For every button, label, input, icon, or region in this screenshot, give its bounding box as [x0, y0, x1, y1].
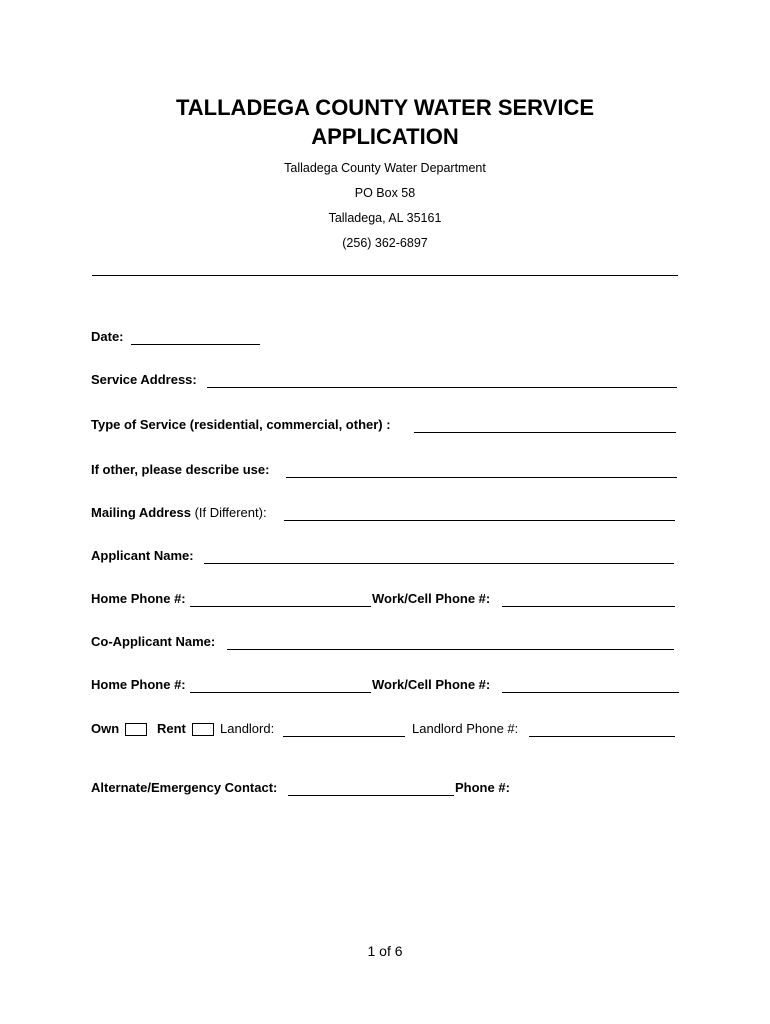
other-describe-label: If other, please describe use: [91, 462, 270, 477]
landlord-phone-field[interactable] [529, 736, 675, 737]
applicant-home-phone-label: Home Phone #: [91, 591, 186, 606]
page-number: 1 of 6 [367, 943, 403, 959]
applicant-work-phone-label: Work/Cell Phone #: [372, 591, 491, 606]
type-of-service-label: Type of Service (residential, commercial, other) : [91, 417, 391, 432]
landlord-phone-label: Landlord Phone #: [412, 721, 519, 736]
form-title-line-2: APPLICATION [311, 124, 459, 149]
rent-label: Rent [157, 721, 186, 736]
co-applicant-home-phone-field[interactable] [190, 692, 371, 693]
applicant-name-label: Applicant Name: [91, 548, 194, 563]
co-applicant-name-field[interactable] [227, 649, 674, 650]
co-applicant-work-phone-field[interactable] [502, 692, 679, 693]
landlord-label: Landlord: [220, 721, 275, 736]
co-applicant-name-label: Co-Applicant Name: [91, 634, 216, 649]
co-applicant-work-phone-label: Work/Cell Phone #: [372, 677, 491, 692]
department-phone: (256) 362-6897 [342, 236, 428, 250]
co-applicant-home-phone-label: Home Phone #: [91, 677, 186, 692]
applicant-work-phone-field[interactable] [502, 606, 675, 607]
alternate-contact-field[interactable] [288, 795, 454, 796]
department-name: Talladega County Water Department [284, 161, 486, 175]
po-box: PO Box 58 [354, 186, 416, 200]
mailing-address-note: (If Different): [194, 505, 267, 520]
alternate-phone-label: Phone #: [455, 780, 510, 795]
rent-checkbox[interactable] [192, 723, 214, 736]
mailing-address-field[interactable] [284, 520, 675, 521]
form-title-line-1: TALLADEGA COUNTY WATER SERVICE [175, 95, 595, 120]
date-label: Date: [91, 329, 124, 344]
header-divider [92, 275, 678, 276]
city-state-zip: Talladega, AL 35161 [328, 211, 442, 225]
service-address-field[interactable] [207, 387, 677, 388]
mailing-address-label-text: Mailing Address [91, 505, 191, 520]
own-label: Own [91, 721, 120, 736]
service-address-label: Service Address: [91, 372, 197, 387]
mailing-address-label [91, 504, 267, 522]
other-describe-field[interactable] [286, 477, 677, 478]
applicant-home-phone-field[interactable] [190, 606, 371, 607]
landlord-field[interactable] [283, 736, 405, 737]
own-checkbox[interactable] [125, 723, 147, 736]
applicant-name-field[interactable] [204, 563, 674, 564]
date-field[interactable] [131, 344, 260, 345]
alternate-contact-label: Alternate/Emergency Contact: [91, 780, 278, 795]
type-of-service-field[interactable] [414, 432, 676, 433]
